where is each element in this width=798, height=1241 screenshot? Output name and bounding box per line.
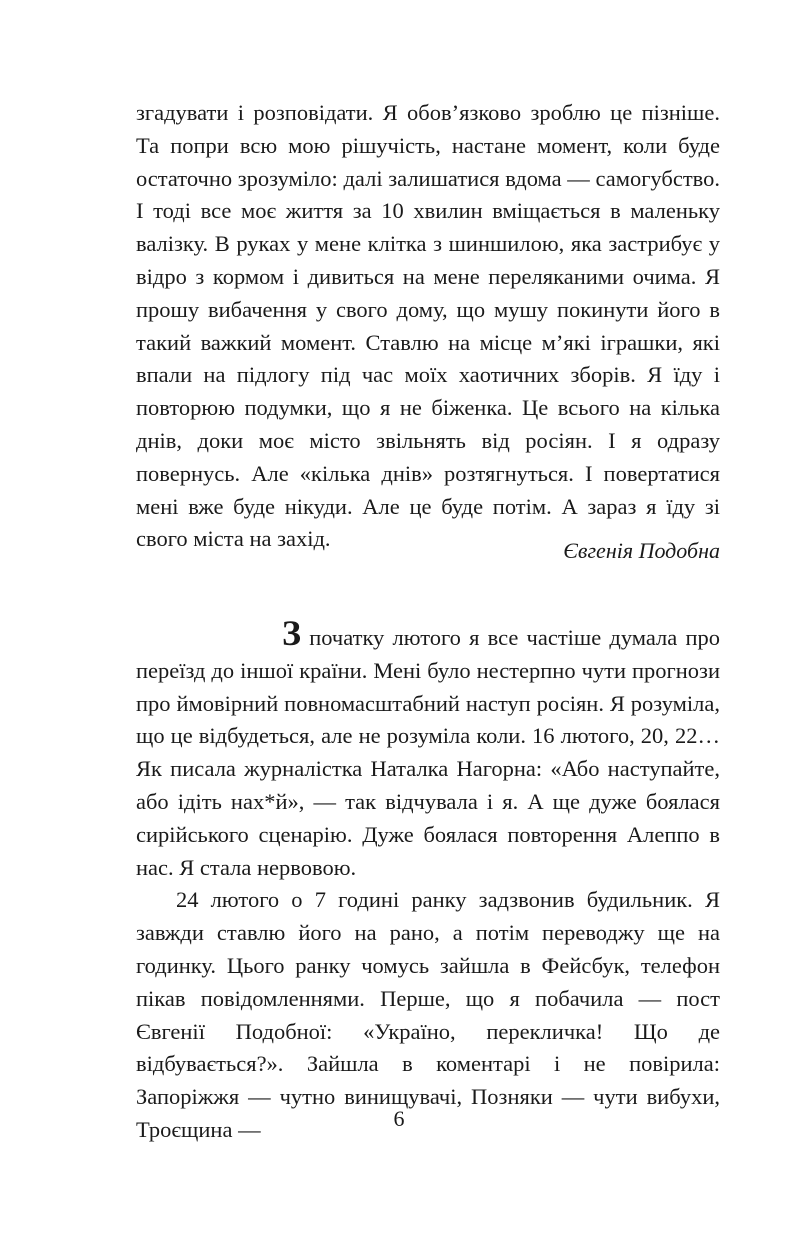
section-1-text (136, 97, 720, 556)
drop-cap-letter: З (282, 613, 302, 653)
section-2-paragraph-1-text: початку лютого я все частіше думала про переїзд до іншої країни. Мені було нестерпно чути прогнози про ймовірний повномасштабний наступ росіян. Я розуміла, що це відбудеться, але не розуміла коли. 16 лютого, 20, 22… Як писала журналістка Наталка Нагорна: «Або наступайте, або ідіть нах*й», — так відчувала і я. А ще дуже боялася сирійського сценарію. Дуже боялася повторення Алеппо в нас. Я стала нервовою. (136, 625, 720, 880)
section-1-paragraph: згадувати і розповідати. Я обов’язково зроблю це пізніше. Та попри всю мою рішучість, настане момент, коли буде остаточно зрозуміло: далі залишатися вдома — самогубство. І тоді все моє життя за 10 хвилин вміщається в маленьку валізку. В руках у мене клітка з шиншилою, яка застрибує у відро з кормом і дивиться на мене переляканими очима. Я прошу вибачення у свого дому, що мушу покинути його в такий важкий момент. Ставлю на місце м’які іграшки, які впали на підлогу під час моїх хаотичних зборів. Я їду і повторюю подумки, що я не біженка. Це всього на кілька днів, доки моє місто звільнять від росіян. І я одразу повернусь. Але «кілька днів» розтягнуться. І повертатися мені вже буде нікуди. Але це буде потім. А зараз я їду зі свого міста на захід. (136, 100, 720, 552)
section-2-paragraph-1 (136, 613, 720, 884)
page-number: 6 (393, 1106, 405, 1131)
author-signature: Євгенія Подобна (563, 538, 720, 563)
section-2-text (136, 613, 720, 1147)
section-2-paragraph-2: 24 лютого о 7 годині ранку задзвонив будильник. Я завжди ставлю його на рано, а потім переводжу ще на годинку. Цього ранку чомусь зайшла в Фейсбук, телефон пікав повідомленнями. Перше, що я побачила — пост Євгенії Подобної: «Україно, перекличка! Що де відбувається?». Зайшла в коментарі і не повірила: Запоріжжя — чутно винищувачі, Позняки — чути вибухи, Троєщина — (136, 887, 720, 1142)
